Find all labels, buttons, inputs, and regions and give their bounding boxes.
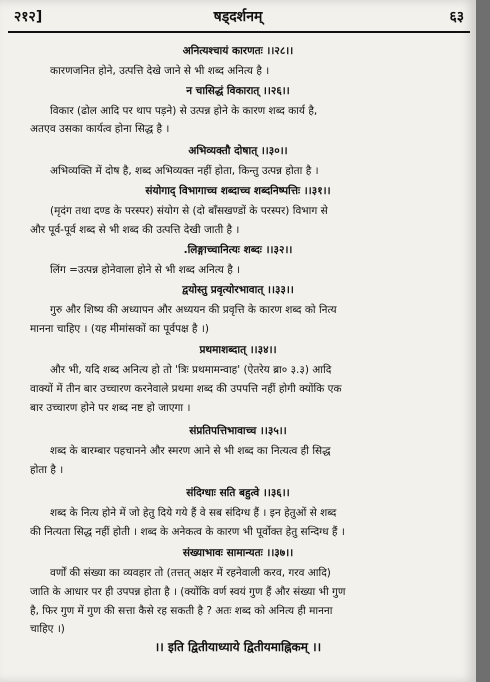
text-line: बार उच्चारण होने पर शब्द नष्ट हो जाएगा । (30, 402, 191, 414)
sutra-30: अभिव्यक्तौ दोषात् ।।३०।। (188, 145, 288, 157)
text-line: जाति के आधार पर ही उपपन्न होता है । (क्योंकि वर्ण स्वयं गुण हैं और संख्या भी गुण (30, 586, 346, 598)
text-line: लिंग =उत्पन्न होनेवाला होने से भी शब्द अनित्य है । (50, 264, 241, 276)
text-line: चाहिए ।) (30, 623, 65, 635)
text-line: और पूर्व-पूर्व शब्द से भी शब्द की उत्पत्ति देखी जाती है । (30, 224, 240, 236)
text-line: होता है । (30, 464, 64, 476)
text-line: की नित्यता सिद्ध नहीं होती । शब्द के अनेकत्व के कारण भी पूर्वोक्त हेतु सन्दिग्ध हैं । (30, 526, 345, 538)
text-line: शब्द के बारम्बार पहचानने और स्मरण आने से भी शब्द का नित्यत्व ही सिद्ध (50, 445, 331, 457)
sutra-35: संप्रतिपत्तिभावाच्च ।।३५।। (189, 425, 287, 437)
page-number-left: २१२] (14, 9, 43, 25)
text-line: कारणजनित होने, उत्पत्ति देखे जाने से भी शब्द अनित्य है । (50, 65, 270, 77)
sutra-28: अनित्यश्चायं कारणतः ।।२८।। (182, 45, 294, 57)
page-number-right: ६३ (449, 9, 464, 25)
sutra-37: संख्याभावः सामान्यतः ।।३७।। (182, 547, 294, 559)
running-title: षड्दर्शनम् (213, 9, 263, 25)
sutra-32: .लिङ्गाच्चानित्यः शब्दः ।।३२।। (183, 244, 293, 256)
text-line: अतएव उसका कार्यत्व होना सिद्ध है । (30, 123, 170, 135)
text-line: (मृदंग तथा दण्ड के परस्पर) संयोग से (दो बाँसखण्डों के परस्पर) विभाग से (50, 205, 328, 217)
text-line: अभिव्यक्ति में दोष है, शब्द अभिव्यक्त नहीं होता, किन्तु उत्पन्न होता है । (50, 165, 319, 177)
sutra-31: संयोगाद् विभागाच्च शब्दाच्च शब्दनिष्पत्तिः ।।३१।। (145, 185, 331, 197)
page-header (0, 0, 476, 30)
text-line: वर्णों की संख्या का व्यवहार तो (तत्तत् अक्षर में रहनेवाली करव, गरव आदि) (50, 567, 331, 579)
text-line: विकार (ढोल आदि पर थाप पड़ने) से उत्पन्न होने के कारण शब्द कार्य है, (50, 105, 318, 117)
header-rule (8, 31, 470, 33)
text-line: शब्द के नित्य होने में जो हेतु दिये गये हैं वे सब संदिग्ध हैं । इन हेतुओं से शब्द (50, 507, 337, 519)
sutra-33: द्वयोस्तु प्रवृत्योरभावात् ।।३३।। (182, 284, 294, 296)
sutra-36: संदिग्धाः सति बहुत्वे ।।३६।। (186, 487, 290, 499)
sutra-29: न चासिद्धं विकारात् ।।२६।। (186, 85, 290, 97)
sutra-34: प्रथमाशब्दात् ।।३४।। (199, 344, 277, 356)
text-line: वाक्यों में तीन बार उच्चारण करनेवाले प्रथमा शब्द की उपपत्ति नहीं होगी क्योंकि एक (30, 383, 342, 395)
chapter-colophon: ।। इति द्वितीयाध्याये द्वितीयमाह्निकम् ।। (154, 640, 322, 654)
text-line: है, फिर गुण में गुण की सत्ता कैसे रह सकती है ? अतः शब्द को अनित्य ही मानना (30, 605, 333, 617)
text-line: गुरु और शिष्य की अध्यापन और अध्ययन की प्रवृत्ति के कारण शब्द को नित्य (50, 304, 337, 316)
text-line: मानना चाहिए । (यह मीमांसकों का पूर्वपक्ष है ।) (30, 323, 209, 335)
text-line: और भी, यदि शब्द अनित्य हो तो 'त्रिः प्रथमामन्वाह' (ऐतरेय ब्रा० ३.३) आदि (50, 364, 332, 376)
